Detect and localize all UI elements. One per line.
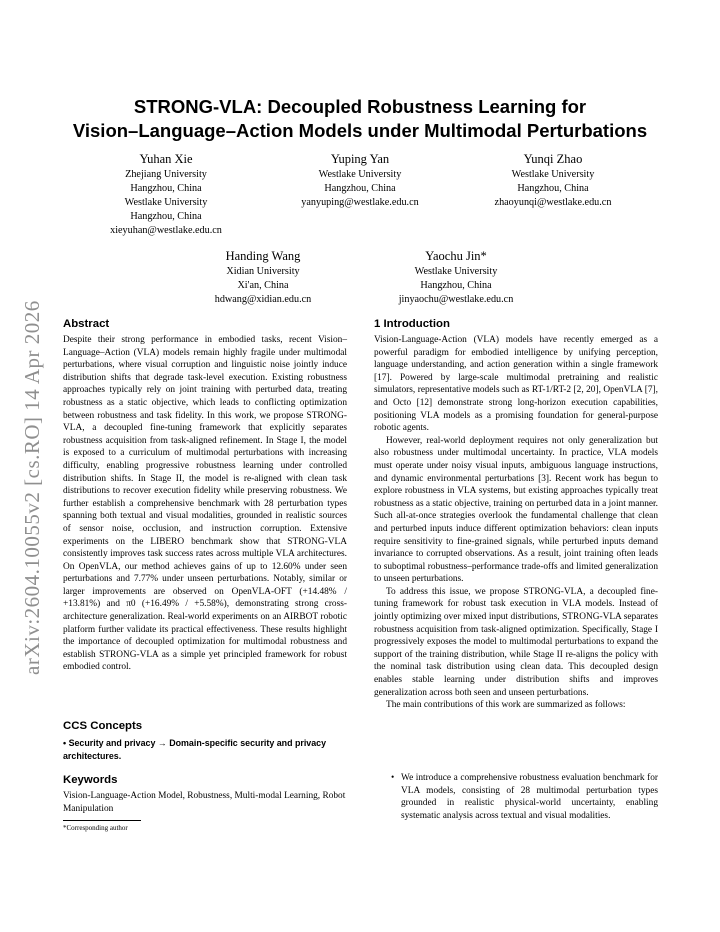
author-name: Yaochu Jin* xyxy=(425,249,487,263)
abstract-heading: Abstract xyxy=(63,318,110,330)
title-line-2: Vision–Language–Action Models under Multimodal Perturbations xyxy=(72,120,648,141)
contribution-list-item xyxy=(391,772,658,822)
intro-paragraph-1: Vision-Language-Action (VLA) models have recently emerged as a powerful paradigm for embodied intelligence by unifying perception, language understanding, and action generation within a single framework [17]. Powered by large-scale multimodal pretraining and realistic simulators, representative models such as RT-1/RT-2 [2, 20], OpenVLA [7], and Octo [12] demonstrate strong long-horizon execution capabilities, positioning VLA models as a promising foundation for general-purpose robotic agents. xyxy=(374,335,658,434)
author-affiliation: Westlake University xyxy=(318,169,402,180)
intro-paragraph-3: To address this issue, we propose STRONG-VLA, a decoupled fine-tuning framework for robust task execution in VLA models. Instead of jointly optimizing over mixed input distributions, STRONG-VLA separates robustness acquisition from task-aligned optimization. Specifically, Stage I progressively exposes the model to multimodal perturbations to expand the support of the training distribution, while Stage II re-aligns the policy with the nominal task distribution using clean data. This decoupled design enables stable learning under distribution shifts and improves generalization across both seen and unseen perturbations. xyxy=(374,586,658,698)
author-affiliation: Zhejiang University xyxy=(125,169,207,180)
author-email[interactable]: xieyuhan@westlake.edu.cn xyxy=(110,225,222,236)
title-line-1: STRONG-VLA: Decoupled Robustness Learning for xyxy=(133,96,587,117)
abstract-body xyxy=(63,334,347,674)
author-block-5 xyxy=(356,248,556,307)
introduction-heading: 1 Introduction xyxy=(374,318,450,330)
intro-paragraph-4: The main contributions of this work are summarized as follows: xyxy=(386,700,626,711)
footnote-corresponding-author: *Corresponding author xyxy=(63,824,128,832)
author-name: Yuhan Xie xyxy=(139,152,193,166)
author-location: Hangzhou, China xyxy=(420,280,492,291)
paper-title xyxy=(40,95,680,143)
intro-paragraph-2: However, real-world deployment requires not only generalization but also robustness under multimodal uncertainty. In practice, VLA models must operate under noisy visual inputs, ambiguous language instructions, and dynamic environmental perturbations [3]. Recent work has begun to explore robustness in VLA systems, but existing approaches typically treat robustness as a static objective, training on perturbed data in a joint manner. Such all-at-once strategies overlook the fundamental challenge that clean and perturbed inputs induce different optimization behaviors: clean inputs require sensitivity to fine-grained signals, while perturbed inputs demand invariance to corrupted observations. As a result, joint training often leads to suboptimal robustness–performance trade-offs and limited generalization to unseen perturbations. xyxy=(374,435,658,585)
ccs-concepts xyxy=(63,737,347,762)
author-location: Hangzhou, China xyxy=(130,183,202,194)
author-name: Handing Wang xyxy=(225,249,301,263)
author-affiliation: Xidian University xyxy=(226,266,300,277)
introduction-body xyxy=(374,334,658,712)
author-name: Yunqi Zhao xyxy=(523,152,583,166)
contribution-text: We introduce a comprehensive robustness evaluation benchmark for VLA models, consisting of 28 multimodal perturbation types grounded in realistic physical-world uncertainty, enabling systematic analysis across textual and visual modalities. xyxy=(401,773,658,821)
author-location: Hangzhou, China xyxy=(517,183,589,194)
author-block-3 xyxy=(453,151,653,210)
author-affiliation: Westlake University xyxy=(414,266,498,277)
author-block-4 xyxy=(163,248,363,307)
author-email[interactable]: hdwang@xidian.edu.cn xyxy=(214,294,312,305)
author-email[interactable]: zhaoyunqi@westlake.edu.cn xyxy=(494,197,612,208)
author-email[interactable]: jinyaochu@westlake.edu.cn xyxy=(398,294,514,305)
keywords-heading: Keywords xyxy=(63,774,118,786)
author-location: Hangzhou, China xyxy=(130,211,202,222)
author-location: Xi'an, China xyxy=(237,280,289,291)
keywords-body xyxy=(63,790,347,815)
arxiv-identifier[interactable]: arXiv:2604.10055v2 [cs.RO] 14 Apr 2026 xyxy=(20,300,44,675)
author-block-2 xyxy=(260,151,460,210)
bullet-icon: • xyxy=(391,773,395,783)
abstract-text: Despite their strong performance in embodied tasks, recent Vision–Language–Action (VLA) models remain highly fragile under multimodal perturbations, where visual corruption and linguistic noise jointly induce distribution shifts that degrade task-level execution. Existing robustness approaches typically rely on joint training with perturbed data, treating robustness as a static objective, which leads to conflicting optimization between robustness and task fidelity. In this work, we propose STRONG-VLA, a decoupled fine-tuning framework that explicitly separates robustness acquisition from task-aligned refinement. In Stage I, the model is exposed to a curriculum of multimodal perturbations with increasing difficulty, enabling progressive robustness learning under controlled distribution shifts. In Stage II, the model is re-aligned with clean task distributions to recover execution fidelity while preserving robustness. We further establish a comprehensive benchmark with 28 perturbation types spanning both textual and visual modalities, grounded in realistic sources of sensor noise, occlusion, and instruction corruption. Extensive experiments on the LIBERO benchmark show that STRONG-VLA consistently improves task success rates across multiple VLA architectures. On OpenVLA, our method achieves gains of up to 12.60% under seen perturbations and 7.77% under unseen perturbations. Notably, similar or larger improvements are observed on OpenVLA-OFT (+14.48% / +13.81%) and π0 (+16.49% / +5.58%), demonstrating strong cross-architecture generalization. Real-world experiments on an AIRBOT robotic platform further validate its practical effectiveness. These results highlight the importance of decoupled optimization for multimodal robustness and establish STRONG-VLA as a simple yet principled framework for robust embodied control. xyxy=(63,335,347,673)
ccs-text[interactable]: • Security and privacy → Domain-specific security and privacy architectures. xyxy=(63,738,327,761)
author-email[interactable]: yanyuping@westlake.edu.cn xyxy=(301,197,419,208)
footnote-rule xyxy=(63,820,141,821)
keywords-text: Vision-Language-Action Model, Robustness, Multi-modal Learning, Robot Manipulation xyxy=(63,791,346,814)
author-name: Yuping Yan xyxy=(330,152,390,166)
author-block-1 xyxy=(66,151,266,238)
author-affiliation: Westlake University xyxy=(511,169,595,180)
ccs-heading: CCS Concepts xyxy=(63,720,143,732)
author-location: Hangzhou, China xyxy=(324,183,396,194)
author-affiliation: Westlake University xyxy=(124,197,208,208)
